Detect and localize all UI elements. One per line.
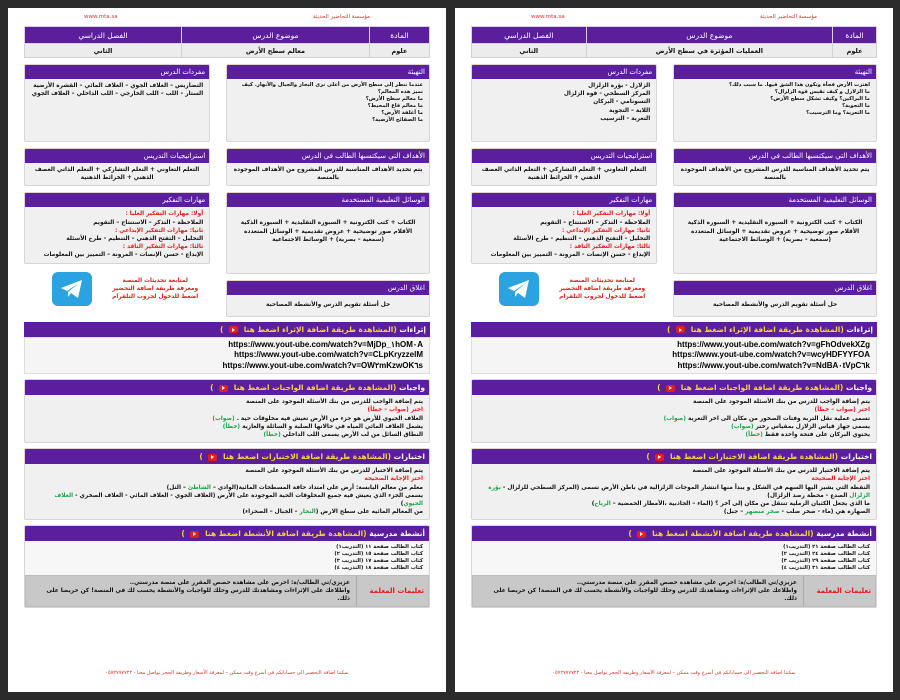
youtube-icon[interactable]	[229, 326, 238, 333]
homework-questions	[478, 415, 870, 440]
goals-text: يتم تحديد الأهداف المناسبة للدرس المشروح من الأهداف الموجودة بالمنصة	[680, 167, 870, 182]
goals-box	[673, 148, 877, 186]
list-item: التعرية - الترسيب	[600, 115, 651, 122]
enrichment-links[interactable]	[24, 337, 430, 375]
list-item: ما التعرية؟ وما الترسيب؟	[806, 110, 870, 116]
telegram-icon[interactable]	[499, 272, 539, 306]
homework-question: يسمى جهاز قياس الزلازل بمقياس رختر (صواب)	[731, 423, 870, 430]
quiz-section	[471, 448, 877, 520]
thinking-title: مهارات التفكير	[472, 193, 656, 207]
list-item: اللابة – التجوية	[608, 107, 651, 114]
strategies-box	[471, 148, 657, 186]
list-item: اهتزت الأرض فجأة وتكون هذا الشق فيها. ما سبب ذلك؟	[728, 82, 870, 88]
page-footer: يمكننا اضافة التحضير الى حساباتكم في أسرع وقت ممكن – لمعرفة الأسعار وطريقة الحجز تواصل معنا - ٠٥٧٢٧٧٧٧٢٢	[105, 670, 349, 676]
list-item: ما الصفائح الأرضية؟	[372, 117, 423, 123]
col-topic: موضوع الدرس	[182, 27, 370, 44]
youtube-icon[interactable]	[666, 385, 675, 392]
teacher-notes	[472, 575, 876, 607]
teacher-notes	[25, 575, 429, 607]
quiz-section	[24, 448, 430, 520]
list-item[interactable]: https://www.yout-ube.com/watch?v=MjDp_١hOM٠A	[228, 339, 423, 349]
youtube-icon[interactable]	[637, 531, 646, 538]
page-header	[24, 10, 430, 24]
list-item: كتاب الطالب صفحة ٢١ (التدريب١)	[783, 544, 870, 551]
activities-list	[472, 541, 876, 575]
goals-title: الأهداف التي سيكتسبها الطالب في الدرس	[674, 149, 876, 163]
list-item: الستار – اللب – اللب الخارجي – اللب الداخلي – الغلاف الجوي	[31, 91, 204, 98]
header-org: مؤسسة التحاضير الحديثة	[313, 14, 370, 20]
subject-value: علوم	[833, 44, 877, 58]
thinking-body	[472, 207, 656, 262]
notes-text: عزيزي/تي الطالب/ة: احرص على مشاهدة حصص المقرر على منصة مدرستي.. واطلاعك على الإثراءات ومشاهدتك للدرس وحلك للواجبات والأنشطة يحسب لك في المنصة! كن حريصا على ذلك.	[46, 580, 350, 603]
activities-section	[471, 525, 877, 608]
enrichment-section	[471, 322, 877, 375]
notes-label: تعليمات المعلمة	[356, 576, 428, 606]
list-item: كتاب الطالب صفحة ١٧ (التدريب ٣)	[334, 558, 423, 565]
homework-header[interactable]: واجبات (المشاهدة طريقة اضافة الواجبات اضغط هنا )	[472, 380, 876, 395]
thinking-h1: أولا: مهارات التفكير العليا :	[125, 211, 204, 218]
homework-section	[24, 379, 430, 443]
strategies-title: استراتيجيات التدريس	[25, 149, 209, 163]
activities-list	[25, 541, 429, 575]
homework-section	[471, 379, 877, 443]
list-item[interactable]: https://www.yout-ube.com/watch?v=gFhOdvekXZg	[677, 339, 870, 349]
list-item: التسونامي - البركان	[593, 99, 651, 106]
list-item: عندما ننظر إلى سطح الأرض من أعلى نرى البحار والجبال والأنهار. كيف نميز هذه المعالم؟	[241, 82, 423, 95]
list-item: ما أغلفة الأرض؟	[381, 110, 423, 116]
thinking-t1: الملاحظة – التذكر – الاستنتاج – التقويم	[540, 219, 651, 226]
homework-question: يشمل الغلاف المائي المياه في حالاتها الصلبة و السائلة والغازية (خطأ)	[222, 423, 423, 430]
list-item: ما معالم قاع المحيط؟	[367, 103, 423, 109]
thinking-t2: التحليل – التفتح الذهني – التنظيم - طرح الأسئلة	[513, 236, 651, 243]
list-item: كتاب الطالب صفحة ٢٤ (التدريب ٢)	[781, 551, 870, 558]
strategies-text: التعلم التعاوني + التعلم التشاركي + التعلم الذاتي العصف الذهني + الخرائط الذهنية	[481, 167, 647, 182]
thinking-t3: الإبداع - حسن الإنصات - المرونة – التمييز بين المعلومات	[43, 252, 204, 259]
vocab-title: مفردات الدرس	[25, 65, 209, 79]
thinking-body	[25, 207, 209, 262]
list-item: كتاب الطالب صفحة ١١ (التدريب١)	[336, 544, 423, 551]
thinking-h3: ثالثا: مهارات التفكير الناقد :	[122, 244, 204, 251]
closing-text: حل أسئلة تقويم الدرس والأنشطة المصاحبة	[713, 302, 838, 309]
vocab-title: مفردات الدرس	[472, 65, 656, 79]
strategies-text: التعلم التعاوني + التعلم التشاركي + التعلم الذاتي العصف الذهني + الخرائط الذهنية	[34, 167, 200, 182]
list-item: التضاريس – الغلاف الجوي – الغلاف المائي – القشرة الأرضية	[33, 83, 204, 89]
tools-text: الكتاب + كتب الكترونية + السبورة التقليدية + السبورة الذكية الأقلام صور توضيحية + عروض تقديمية + الوسائل المتعددة (سمعية – بصرية) + الوسائط الاجتماعية	[687, 220, 863, 243]
thinking-h3: ثالثا: مهارات التفكير الناقد :	[569, 244, 651, 251]
col-topic: موضوع الدرس	[586, 27, 833, 44]
header-site[interactable]: www.mta.sa	[84, 14, 118, 20]
enrichment-header[interactable]: إثراءات (المشاهدة طريقة اضافة الإثراء اضغط هنا )	[24, 322, 430, 337]
quiz-questions	[478, 484, 870, 517]
thinking-box	[471, 192, 657, 263]
closing-text: حل أسئلة تقويم الدرس والأنشطة المصاحبة	[266, 302, 391, 309]
closing-title: اغلاق الدرس	[227, 281, 429, 295]
telegram-promo[interactable]	[471, 264, 657, 314]
vocab-list	[25, 79, 209, 101]
homework-header[interactable]: واجبات (المشاهدة طريقة اضافة الواجبات اضغط هنا )	[25, 380, 429, 395]
goals-box	[226, 148, 430, 186]
vocab-box	[24, 64, 210, 142]
vocab-box	[471, 64, 657, 142]
telegram-text[interactable]: لمتابعة تحديثات المنصة ومعرفة طريقة اضافة التحضير اضغط للدخول لجروب التلقرام	[559, 277, 646, 300]
notes-label: تعليمات المعلمة	[803, 576, 875, 606]
header-site[interactable]: www.mta.sa	[531, 14, 565, 20]
header-org: مؤسسة التحاضير الحديثة	[760, 14, 817, 20]
youtube-icon[interactable]	[219, 385, 228, 392]
quiz-header[interactable]: اختبارات (المشاهدة طريقة اضافة الاختبارات اضغط هنا )	[472, 449, 876, 464]
tools-title: الوسائل التعليمية المستخدمة	[674, 193, 876, 207]
list-item: ما معالم سطح الأرض؟	[365, 96, 423, 102]
activities-section	[24, 525, 430, 608]
quiz-question: ما الذي يجعل الكثبان الرملية تنتقل من مكان إلى آخر ؟ (الماء – الجاذبية ،الأمطار الحمضية – الرياح)	[591, 500, 870, 507]
enrichment-links[interactable]	[471, 337, 877, 375]
quiz-question: الصهارة هي (ماء - صخر صلب - صخر منصهر – جبل)	[723, 509, 870, 516]
telegram-promo[interactable]	[24, 264, 210, 314]
homework-questions	[31, 415, 423, 440]
thinking-h2: ثانيا: مهارات التفكير الإبداعي :	[561, 227, 651, 234]
quiz-question: معلم من معالم اليابسة: أرض على امتداد حافة المسطحات المائية(الوادي – الشاطئ – التل)	[166, 484, 423, 491]
closing-box	[673, 280, 877, 316]
homework-body: يتم إضافة الواجب للدرس من بنك الأسئلة الموجود على المنصة اختر (صواب – خطأ) تسمى عملية نقل التربة وفتات الصخور من مكان الى اخر التعرية (صواب) يسمى جهاز قياس الزلازل بمقياس رختر (صواب) يحتوي البركان على فتحة واحدة فقط (خطأ)	[472, 395, 876, 442]
quiz-body: يتم إضافة الاختبار للدرس من بنك الأسئلة الموجود على المنصة اختر الإجابة الصحيحة النقطة التي يشير اليها السهم في الشكل و يبدأ منها انتشار الموجات الزلزالية في باطن الأرض تسمى (المركز السطحي للزلزال - بؤرة الزلزال الصدع - محطة رصد الزلزال) ما الذي يجعل الكثبان الرملية تنتقل من مكان إلى آخر ؟ (الماء – الجاذبية ،الأمطار الحمضية – الرياح) الصهارة هي (ماء - صخر صلب - صخر منصهر – جبل)	[472, 464, 876, 519]
list-item: كتاب الطالب صفحة ٢٩ (التدريب ٣)	[781, 558, 870, 565]
activities-header[interactable]: أنشطة مدرسية (المشاهدة طريقة اضافة الأنشطة اضغط هنا )	[472, 526, 876, 541]
list-item: كتاب الطالب صفحة ٣١ (التدريب ٤)	[781, 565, 870, 572]
intro-list	[674, 79, 876, 120]
list-item: المركز السطحي - قوة الزلزال	[563, 91, 651, 98]
homework-question: تسمى عملية نقل التربة وفتات الصخور من مكان الى اخر التعرية (صواب)	[663, 415, 870, 422]
thinking-t2: التحليل – التفتح الذهني – التنظيم - طرح الأسئلة	[66, 236, 204, 243]
col-term: الفصل الدراسي	[472, 27, 587, 44]
quiz-question: يسمى الجزء الذي يعيش فيه جميع المخلوقات الحية الموجودة على الأرض (الغلاف الجوي - الغلاف المائي - الغلاف الصخري - الغلاف الحيوي)	[54, 492, 423, 507]
intro-title: التهيئة	[227, 65, 429, 79]
col-subject: المادة	[369, 27, 429, 44]
thinking-t1: الملاحظة – التذكر – الاستنتاج – التقويم	[93, 219, 204, 226]
notes-text: عزيزي/تي الطالب/ة: احرص على مشاهدة حصص المقرر على منصة مدرستي.. واطلاعك على الإثراءات ومشاهدتك للدرس وحلك للواجبات والأنشطة يحسب لك في المنصة! كن حريصا على ذلك.	[493, 580, 797, 603]
thinking-box	[24, 192, 210, 263]
list-item[interactable]: https://www.yout-ube.com/watch?v=wcyHDFYYFOA	[672, 350, 870, 360]
lesson-info-table	[471, 26, 877, 58]
intro-box	[226, 64, 430, 142]
tools-box	[673, 192, 877, 274]
list-item: ما التجوية؟	[842, 103, 870, 109]
quiz-question: من المعالم المائيه على سطح الارض (البحار – الجبال – الصحراء)	[242, 509, 423, 516]
enrichment-header[interactable]: إثراءات (المشاهدة طريقة اضافة الإثراء اضغط هنا )	[471, 322, 877, 337]
list-item[interactable]: https://www.yout-ube.com/watch?v=CLpKryzzelM	[234, 350, 423, 360]
youtube-icon[interactable]	[190, 531, 199, 538]
goals-title: الأهداف التي سيكتسبها الطالب في الدرس	[227, 149, 429, 163]
lesson-plan-page-right	[455, 8, 893, 692]
youtube-icon[interactable]	[676, 326, 685, 333]
col-subject: المادة	[833, 27, 877, 44]
quiz-header[interactable]: اختبارات (المشاهدة طريقة اضافة الاختبارات اضغط هنا )	[25, 449, 429, 464]
activities-header[interactable]: أنشطة مدرسية (المشاهدة طريقة اضافة الأنشطة اضغط هنا )	[25, 526, 429, 541]
list-item: ما الزلازل و كيف تقيس قوة الزلزال؟	[774, 89, 870, 95]
thinking-h1: أولا: مهارات التفكير العليا :	[572, 211, 651, 218]
quiz-body: يتم إضافة الاختبار للدرس من بنك الأسئلة الموجود على المنصة اختر الإجابة الصحيحة معلم من معالم اليابسة: أرض على امتداد حافة المسطحات المائية(الوادي – الشاطئ – التل) يسمى الجزء الذي يعيش فيه جميع المخلوقات الحية الموجودة على الأرض (الغلاف الجوي - الغلاف المائي - الغلاف الصخري - الغلاف الحيوي) من المعالم المائيه على سطح الارض (البحار – الجبال – الصحراء)	[25, 464, 429, 519]
intro-list	[227, 79, 429, 127]
thinking-t3: الإبداع - حسن الإنصات - المرونة – التمييز بين المعلومات	[490, 252, 651, 259]
homework-body: يتم إضافة الواجب للدرس من بنك الأسئلة الموجود على المنصة اختر (صواب – خطأ) الغلاف الحيوي للأرض هو جزء من الأرض تعيش فيه مخلوقات حية . (صواب) يشمل الغلاف المائي المياه في حالاتها الصلبة و السائلة والغازية (خطأ) النطاق السائل من لب الأرض يسمى اللب الداخلي (خطأ)	[25, 395, 429, 442]
quiz-questions	[31, 484, 423, 517]
youtube-icon[interactable]	[208, 454, 217, 461]
lesson-plan-page-left	[8, 8, 446, 692]
tools-box	[226, 192, 430, 274]
enrichment-section	[24, 322, 430, 375]
vocab-list	[472, 79, 656, 126]
list-item[interactable]: https://www.yout-ube.com/watch?v=NdBA٠tVpC٦k	[677, 360, 870, 370]
telegram-text[interactable]: لمتابعة تحديثات المنصة ومعرفة طريقة اضافة التحضير اضغط للدخول لجروب التلقرام	[112, 277, 199, 300]
closing-title: اغلاق الدرس	[674, 281, 876, 295]
topic-value: العمليات المؤثرة في سطح الأرض	[586, 44, 833, 58]
term-value: الثاني	[472, 44, 587, 58]
youtube-icon[interactable]	[655, 454, 664, 461]
lesson-info-table	[24, 26, 430, 58]
thinking-h2: ثانيا: مهارات التفكير الإبداعي :	[114, 227, 204, 234]
goals-text: يتم تحديد الأهداف المناسبة للدرس المشروح من الأهداف الموجودة بالمنصة	[233, 167, 423, 182]
list-item: كتاب الطالب صفحة ١٨ (التدريب ٤)	[334, 565, 423, 572]
topic-value: معالم سطح الأرض	[182, 44, 370, 58]
homework-question: النطاق السائل من لب الأرض يسمى اللب الداخلي (خطأ)	[263, 431, 423, 438]
page-header	[471, 10, 877, 24]
list-item: ما البراكين؟ وكيف تشكل سطح الأرض؟	[770, 96, 870, 102]
intro-title: التهيئة	[674, 65, 876, 79]
term-value: الثاني	[25, 44, 182, 58]
tools-title: الوسائل التعليمية المستخدمة	[227, 193, 429, 207]
homework-question: الغلاف الحيوي للأرض هو جزء من الأرض تعيش فيه مخلوقات حية . (صواب)	[212, 415, 423, 422]
closing-box	[226, 280, 430, 316]
quiz-question: النقطة التي يشير اليها السهم في الشكل و يبدأ منها انتشار الموجات الزلزالية في باطن الأرض تسمى (المركز السطحي للزلزال - بؤرة الزلزال الصدع - محطة رصد الزلزال)	[488, 484, 870, 499]
list-item[interactable]: https://www.yout-ube.com/watch?v=OW٢mKzwOK٦s	[222, 360, 423, 370]
tools-text: الكتاب + كتب الكترونية + السبورة التقليدية + السبورة الذكية الأقلام صور توضيحية + عروض تقديمية + الوسائل المتعددة (سمعية – بصرية) + الوسائط الاجتماعية	[240, 220, 416, 243]
strategies-box	[24, 148, 210, 186]
page-footer: يمكننا اضافة التحضير الى حساباتكم في أسرع وقت ممكن – لمعرفة الأسعار وطريقة الحجز تواصل معنا - ٠٥٧٢٧٧٧٧٢٢	[552, 670, 796, 676]
intro-box	[673, 64, 877, 142]
list-item: الزلازل - بؤرة الزلزال	[588, 83, 651, 89]
col-term: الفصل الدراسي	[25, 27, 182, 44]
thinking-title: مهارات التفكير	[25, 193, 209, 207]
list-item: كتاب الطالب صفحة ١٥ (التدريب ٢)	[334, 551, 423, 558]
homework-question: يحتوي البركان على فتحة واحدة فقط (خطأ)	[745, 431, 870, 438]
strategies-title: استراتيجيات التدريس	[472, 149, 656, 163]
subject-value: علوم	[369, 44, 429, 58]
telegram-icon[interactable]	[52, 272, 92, 306]
